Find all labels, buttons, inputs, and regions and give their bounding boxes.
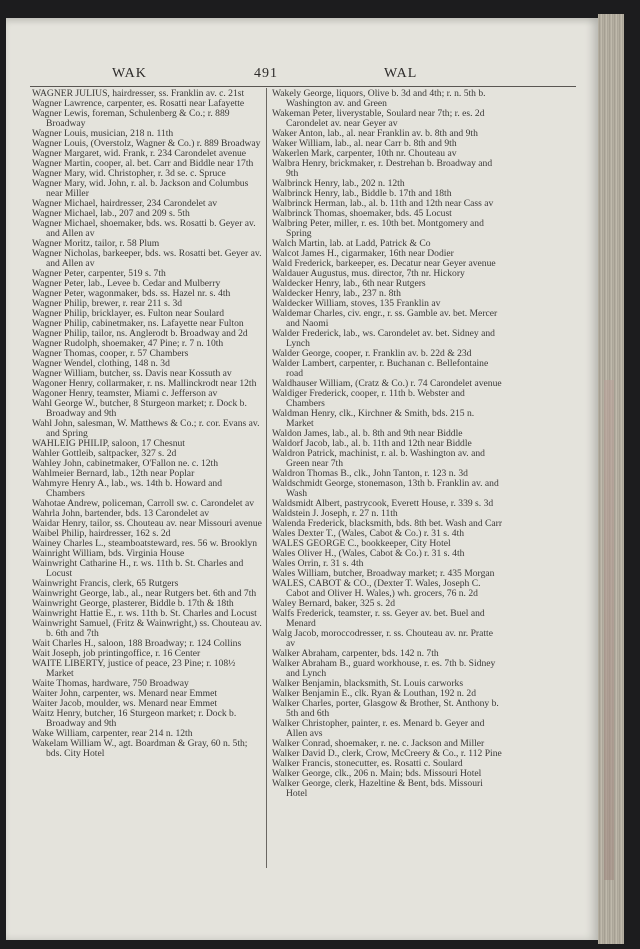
directory-entry: Walbring Peter, miller, r. es. 10th bet. Montgomery and Spring [272, 218, 484, 239]
directory-entry: Wake William, carpenter, rear 214 n. 12th [32, 728, 193, 739]
directory-entry: Walker Abraham B., guard workhouse, r. es. 7th b. Sidney and Lynch [272, 658, 496, 679]
directory-entry: Waker William, lab., al. near Carr b. 8th and 9th [272, 138, 457, 149]
directory-entry: Wakeman Peter, liverystable, Soulard near 7th; r. es. 2d Carondelet av. near Geyer av [272, 108, 485, 129]
directory-entry: Wainwright Hattie E., r. ws. 11th b. St. Charles and Locust [32, 608, 257, 619]
directory-entry: Waiter John, carpenter, ws. Menard near Emmet [32, 688, 218, 699]
page-edge-stain [604, 380, 614, 880]
directory-entry: Wagner Michael, hairdresser, 234 Carondelet av [32, 198, 218, 209]
directory-entry: Walfs Frederick, teamster, r. ss. Geyer av. bet. Buel and Menard [272, 608, 485, 629]
directory-entry: Walcot James H., cigarmaker, 16th near Dodier [272, 248, 454, 259]
directory-entry: Walder George, cooper, r. Franklin av. b. 22d & 23d [272, 348, 472, 359]
directory-entry: Walker Abraham, carpenter, bds. 142 n. 7th [272, 648, 439, 659]
directory-entry: Wahotae Andrew, policeman, Carroll sw. c. Carondelet av [32, 498, 255, 509]
directory-entry: Walder Lambert, carpenter, r. Buchanan c. Bellefontaine road [272, 358, 489, 379]
directory-entry: Wagner Philip, cabinetmaker, ns. Lafayette near Fulton [32, 318, 244, 329]
directory-entry: Wakerlen Mark, carpenter, 10th nr. Chouteau av [272, 148, 457, 159]
directory-entry: Waidar Henry, tailor, ss. Chouteau av. near Missouri avenue [32, 518, 262, 529]
directory-entry: Waldiger Frederick, cooper, r. 11th b. Webster and Chambers [272, 388, 465, 409]
directory-entry: Wagner Philip, brewer, r. rear 211 s. 3d [32, 298, 183, 309]
directory-entry: Walbrinck Henry, lab., 202 n. 12th [272, 178, 405, 189]
directory-entry: Walker Francis, stonecutter, es. Rosatti c. Soulard [272, 758, 463, 769]
header-left-guide: WAK [112, 66, 147, 81]
directory-entry: Wakely George, liquors, Olive b. 3d and 4th; r. n. 5th b. Washington av. and Green [272, 88, 486, 109]
directory-entry: Wagner Louis, musician, 218 n. 11th [32, 128, 174, 139]
directory-entry: Waldecker William, stoves, 135 Franklin av [272, 298, 441, 309]
directory-entry: Wagner Thomas, cooper, r. 57 Chambers [32, 348, 189, 359]
directory-entry: Walker George, clerk, Hazeltine & Bent, bds. Missouri Hotel [272, 778, 483, 799]
directory-entry: Wagner Mary, wid. Christopher, r. 3d se. c. Spruce [32, 168, 226, 179]
directory-entry: Wahlmeier Bernard, lab., 12th near Poplar [32, 468, 195, 479]
page-number: 491 [254, 66, 278, 81]
directory-entry: Wales Dexter T., (Wales, Cabot & Co.) r. 31 s. 4th [272, 528, 465, 539]
directory-entry: Wainwright George, lab., al., near Rutgers bet. 6th and 7th [32, 588, 257, 599]
directory-entry: Waldstein J. Joseph, r. 27 n. 11th [272, 508, 398, 519]
directory-entry: Waldauer Augustus, mus. director, 7th nr. Hickory [272, 268, 465, 279]
right-column [272, 89, 504, 799]
directory-entry: Wagner William, butcher, ss. Davis near Kossuth av [32, 368, 232, 379]
directory-entry: Wahley John, cabinetmaker, O'Fallon ne. c. 12th [32, 458, 218, 469]
directory-entry: Wainwright Catharine H., r. ws. 11th b. St. Charles and Locust [32, 558, 244, 579]
directory-entry: Waldhauser William, (Cratz & Co.) r. 74 Carondelet avenue [272, 378, 502, 389]
directory-entry: Wahrla John, bartender, bds. 13 Carondelet av [32, 508, 210, 519]
directory-entry: Walker George, clk., 206 n. Main; bds. Missouri Hotel [272, 768, 482, 779]
directory-entry: WALES, CABOT & CO., (Dexter T. Wales, Joseph C. Cabot and Oliver H. Wales,) wh. grocers, 76 n. 2d [272, 578, 481, 599]
directory-entry: WAHLEIG PHILIP, saloon, 17 Chesnut [32, 438, 185, 449]
directory-entry: Waldron Patrick, machinist, r. al. b. Washington av. and Green near 7th [272, 448, 485, 469]
directory-entry: Walker Charles, porter, Glasgow & Brother, St. Anthony b. 5th and 6th [272, 698, 499, 719]
directory-entry: Walbra Henry, brickmaker, r. Destrehan b. Broadway and 9th [272, 158, 493, 179]
left-column [32, 89, 262, 759]
directory-entry: Walker Conrad, shoemaker, r. ne. c. Jackson and Miller [272, 738, 485, 749]
directory-entry: Waldecker Henry, lab., 6th near Rutgers [272, 278, 426, 289]
directory-entry: Wagner Philip, tailor, ns. Anglerodt b. Broadway and 2d [32, 328, 248, 339]
directory-entry: Waldon James, lab., al. b. 8th and 9th near Biddle [272, 428, 463, 439]
directory-entry: Waitz Henry, butcher, 16 Sturgeon market; r. Dock b. Broadway and 9th [32, 708, 237, 729]
directory-entry: Wagner Lewis, foreman, Schulenberg & Co.; r. 889 Broadway [32, 108, 230, 129]
directory-entry: Wahler Gottleib, saltpacker, 327 s. 2d [32, 448, 177, 459]
directory-entry: Waiter Jacob, moulder, ws. Menard near Emmet [32, 698, 218, 709]
directory-entry: Walenda Frederick, blacksmith, bds. 8th bet. Wash and Carr [272, 518, 503, 529]
directory-entry: Wagner Lawrence, carpenter, es. Rosatti near Lafayette [32, 98, 245, 109]
directory-entry: Waldecker Henry, lab., 237 n. 8th [272, 288, 401, 299]
directory-entry: Walbrinck Thomas, shoemaker, bds. 45 Locust [272, 208, 452, 219]
directory-entry: Wainwright George, plasterer, Biddle b. 17th & 18th [32, 598, 234, 609]
directory-entry: Wait Charles H., saloon, 188 Broadway; r. 124 Collins [32, 638, 242, 649]
directory-entry: Walder Frederick, lab., ws. Carondelet av. bet. Sidney and Lynch [272, 328, 495, 349]
directory-entry: Wagner Martin, cooper, al. bet. Carr and Biddle near 17th [32, 158, 254, 169]
directory-entry: Wahl George W., butcher, 8 Sturgeon market; r. Dock b. Broadway and 9th [32, 398, 247, 419]
directory-entry: Wagner Peter, carpenter, 519 s. 7th [32, 268, 166, 279]
directory-entry: Wales William, butcher, Broadway market; r. 435 Morgan [272, 568, 495, 579]
directory-entry: Wagner Moritz, tailor, r. 58 Plum [32, 238, 160, 249]
directory-entry: Walker Christopher, painter, r. es. Menard b. Geyer and Allen avs [272, 718, 485, 739]
directory-entry: Wales Oliver H., (Wales, Cabot & Co.) r. 31 s. 4th [272, 548, 465, 559]
directory-entry: Wagner Margaret, wid. Frank, r. 234 Carondelet avenue [32, 148, 247, 159]
directory-entry: Waldschmidt George, stonemason, 13th b. Franklin av. and Wash [272, 478, 499, 499]
directory-entry: Waldron Thomas B., clk., John Tanton, r. 123 n. 3d [272, 468, 468, 479]
directory-entry: Wagner Mary, wid. John, r. al. b. Jackson and Columbus near Miller [32, 178, 249, 199]
column-divider [266, 88, 267, 868]
directory-entry: Wagner Nicholas, barkeeper, bds. ws. Rosatti bet. Geyer av. and Allen av [32, 248, 262, 269]
directory-entry: Waldemar Charles, civ. engr., r. ss. Gamble av. bet. Mercer and Naomi [272, 308, 498, 329]
directory-entry: Wakelam William W., agt. Boardman & Gray, 60 n. 5th; bds. City Hotel [32, 738, 248, 759]
directory-entry: Walbrinck Henry, lab., Biddle b. 17th and 18th [272, 188, 452, 199]
directory-entry: Wainey Charles L., steamboatsteward, res. 56 w. Brooklyn [32, 538, 258, 549]
directory-entry: Walbrinck Herman, lab., al. b. 11th and 12th near Cass av [272, 198, 494, 209]
directory-entry: WAITE LIBERTY, justice of peace, 23 Pine; r. 108½ Market [32, 658, 236, 679]
directory-entry: Wagner Michael, shoemaker, bds. ws. Rosatti b. Geyer av. and Allen av [32, 218, 256, 239]
directory-entry: Wainwright Francis, clerk, 65 Rutgers [32, 578, 179, 589]
directory-entry: Waite Thomas, hardware, 750 Broadway [32, 678, 189, 689]
directory-entry: Waldorf Jacob, lab., al. b. 11th and 12th near Biddle [272, 438, 472, 449]
directory-entry: Waldman Henry, clk., Kirchner & Smith, bds. 215 n. Market [272, 408, 475, 429]
directory-entry: Wagner Wendel, clothing, 148 n. 3d [32, 358, 170, 369]
directory-entry: Wagoner Henry, collarmaker, r. ns. Mallinckrodt near 12th [32, 378, 257, 389]
directory-entry: Walch Martin, lab. at Ladd, Patrick & Co [272, 238, 431, 249]
directory-entry: Walg Jacob, moroccodresser, r. ss. Chouteau av. nr. Pratte av [272, 628, 493, 649]
page-header [28, 66, 576, 86]
directory-entry: Walker Benjamin, blacksmith, St. Louis carworks [272, 678, 464, 689]
directory-entry: Wait Joseph, job printingoffice, r. 16 Center [32, 648, 201, 659]
directory-entry: Wagoner Henry, teamster, Miami c. Jefferson av [32, 388, 218, 399]
directory-entry: Wagner Michael, lab., 207 and 209 s. 5th [32, 208, 190, 219]
directory-entry: WAGNER JULIUS, hairdresser, ss. Franklin av. c. 21st [32, 88, 245, 99]
directory-entry: Wagner Rudolph, shoemaker, 47 Pine; r. 7 n. 10th [32, 338, 224, 349]
directory-entry: Walker David D., clerk, Crow, McCreery & Co., r. 112 Pine [272, 748, 502, 759]
directory-entry: Wagner Philip, bricklayer, es. Fulton near Soulard [32, 308, 225, 319]
directory-entry: Wahl John, salesman, W. Matthews & Co.; r. cor. Evans av. and Spring [32, 418, 260, 439]
directory-entry: Waibel Philip, hairdresser, 162 s. 2d [32, 528, 171, 539]
directory-entry: Wagner Peter, lab., Levee b. Cedar and Mulberry [32, 278, 221, 289]
header-right-guide: WAL [384, 66, 418, 81]
directory-entry: Waldsmidt Albert, pastrycook, Everett House, r. 339 s. 3d [272, 498, 494, 509]
directory-entry: Wagner Louis, (Overstolz, Wagner & Co.) r. 889 Broadway [32, 138, 261, 149]
directory-entry: Waley Bernard, baker, 325 s. 2d [272, 598, 395, 609]
directory-entry: Wagner Peter, wagonmaker, bds. ss. Hazel nr. s. 4th [32, 288, 231, 299]
directory-entry: Walker Benjamin E., clk. Ryan & Louthan, 192 n. 2d [272, 688, 477, 699]
directory-entry: Wales Orrin, r. 31 s. 4th [272, 558, 364, 569]
directory-entry: Waker Anton, lab., al. near Franklin av. b. 8th and 9th [272, 128, 478, 139]
directory-entry: Wald Frederick, barkeeper, es. Decatur near Geyer avenue [272, 258, 496, 269]
header-rule [30, 86, 576, 87]
directory-entry: WALES GEORGE C., bookkeeper, City Hotel [272, 538, 451, 549]
directory-entry: Wainright William, bds. Virginia House [32, 548, 185, 559]
directory-entry: Wahmyre Henry A., lab., ws. 14th b. Howard and Chambers [32, 478, 222, 499]
directory-entry: Wainwright Samuel, (Fritz & Wainwright,) ss. Chouteau av. b. 6th and 7th [32, 618, 262, 639]
